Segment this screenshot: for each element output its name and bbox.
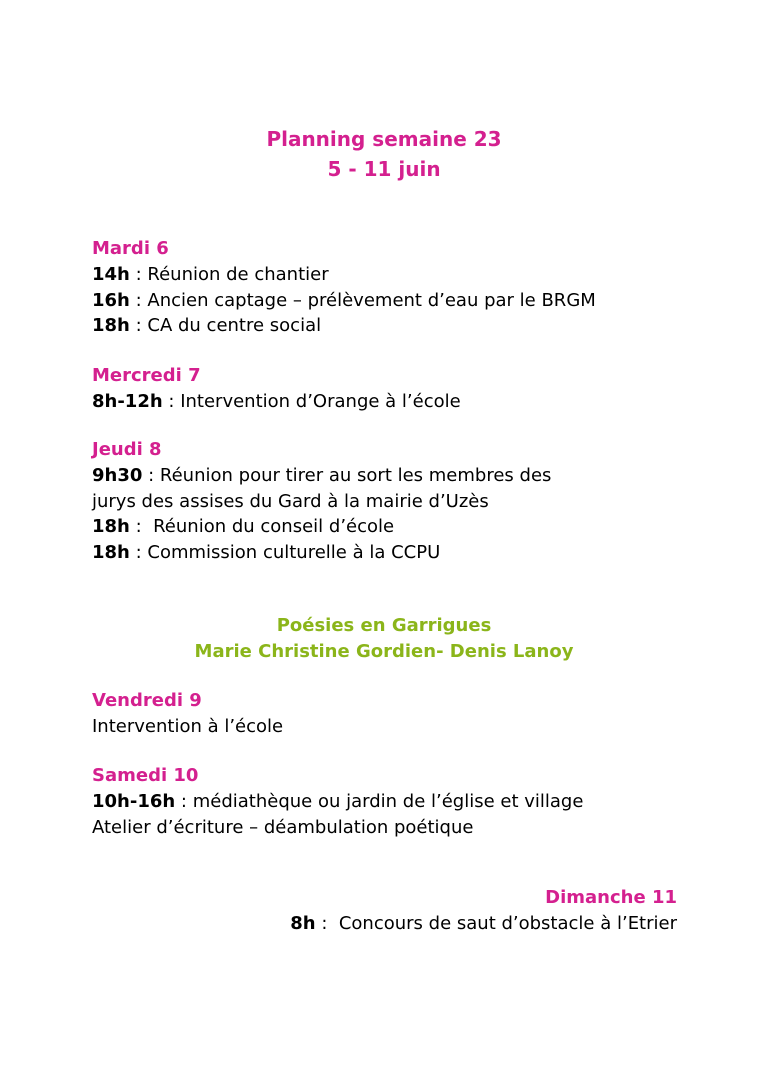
item-separator: : — [142, 465, 160, 486]
schedule-item — [92, 514, 712, 540]
page-header — [0, 124, 768, 184]
schedule-item — [92, 789, 712, 815]
day-section-jeudi — [92, 437, 712, 565]
schedule-item-continuation: jurys des assises du Gard à la mairie d’Uzès — [92, 490, 489, 512]
item-text: Ancien captage – prélèvement d’eau par le BRGM — [147, 289, 596, 311]
item-time: 18h — [92, 315, 130, 336]
item-text: CA du centre social — [147, 315, 322, 336]
poetry-title: Poésies en Garrigues — [276, 615, 492, 636]
day-heading: Mardi 6 — [92, 238, 169, 259]
item-text: médiathèque ou jardin de l’église et village — [192, 791, 584, 812]
schedule-item — [92, 463, 712, 489]
item-separator: : — [129, 315, 148, 336]
item-text: Commission culturelle à la CCPU — [147, 541, 441, 563]
item-separator: : — [162, 391, 181, 412]
item-text: Concours de saut d’obstacle à l’Etrier — [338, 913, 677, 934]
item-separator: : — [129, 516, 154, 537]
schedule-item — [92, 540, 712, 566]
item-text: Intervention d’Orange à l’école — [180, 391, 461, 412]
schedule-item — [92, 288, 712, 314]
day-section-dimanche — [290, 885, 677, 937]
item-separator: : — [129, 541, 148, 563]
poetry-authors: Marie Christine Gordien- Denis Lanoy — [194, 641, 574, 662]
schedule-item: Intervention à l’école — [92, 716, 284, 737]
item-time: 18h — [92, 541, 130, 563]
item-separator: : — [129, 289, 148, 311]
item-separator: : — [175, 791, 193, 812]
page-title: Planning semaine 23 — [266, 127, 502, 151]
item-time: 9h30 — [92, 465, 143, 486]
day-heading: Dimanche 11 — [545, 887, 677, 908]
item-time: 10h-16h — [92, 791, 176, 812]
item-separator: : — [315, 913, 339, 934]
day-section-mardi — [92, 236, 712, 339]
day-heading: Vendredi 9 — [92, 690, 202, 711]
day-section-samedi — [92, 763, 712, 840]
schedule-item — [92, 262, 712, 288]
item-time: 18h — [92, 516, 130, 537]
schedule-item-continuation: Atelier d’écriture – déambulation poétique — [92, 816, 474, 838]
day-heading: Jeudi 8 — [92, 439, 162, 460]
schedule-item — [290, 911, 677, 937]
item-time: 14h — [92, 264, 130, 285]
date-range: 5 - 11 juin — [327, 157, 441, 181]
item-time: 8h-12h — [92, 391, 163, 412]
item-text: Réunion de chantier — [147, 264, 329, 285]
day-section-vendredi — [92, 688, 712, 740]
schedule-item — [92, 313, 712, 339]
day-section-mercredi — [92, 363, 712, 415]
item-time: 8h — [290, 913, 316, 934]
item-text: Réunion du conseil d’école — [153, 516, 395, 537]
schedule-item — [92, 389, 712, 415]
day-heading: Samedi 10 — [92, 765, 199, 786]
item-text: Réunion pour tirer au sort les membres des — [159, 465, 552, 486]
item-separator: : — [129, 264, 148, 285]
day-heading: Mercredi 7 — [92, 365, 201, 386]
item-time: 16h — [92, 289, 130, 311]
